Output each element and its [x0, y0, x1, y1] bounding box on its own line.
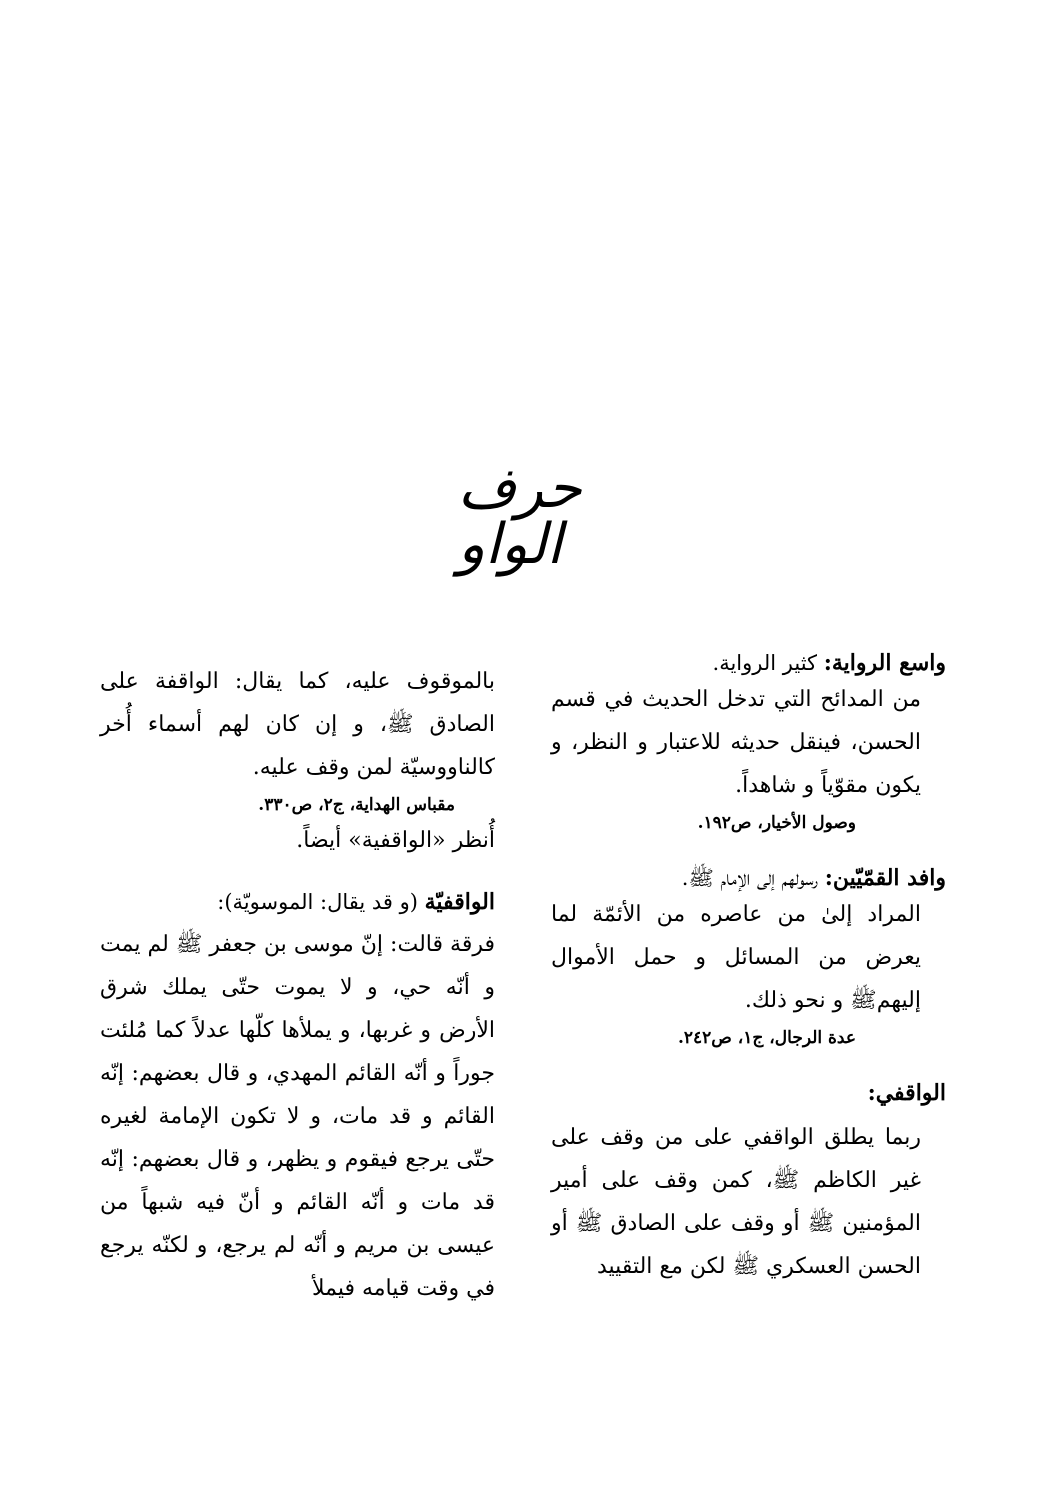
section-heading: حرف الواو: [458, 456, 582, 577]
entry-term: واسع الرواية:: [823, 650, 946, 676]
entry-al-waqifi: [551, 1078, 946, 1288]
see-also-note: أُنظر «الواقفية» أيضاً.: [296, 828, 495, 853]
entry-definition: كثير الرواية.: [712, 651, 824, 675]
continuation-text: بالموقوف عليه، كما يقال: الواقفة على الصادق ﷺ، و إن كان لهم أسماء أُخر كالناووسيّة لمن وقف عليه.: [100, 669, 495, 780]
entry-term: الواقفي:: [867, 1080, 946, 1106]
entry-header: [551, 1078, 946, 1108]
entry-header: [551, 648, 946, 678]
entry-body: من المدائح التي تدخل الحديث في قسم الحسن، فينقل حديثه للاعتبار و النظر، و يكون مقوّياً و شاهداً.: [551, 687, 921, 798]
entry-body: فرقة قالت: إنّ موسى بن جعفر ﷺ لم يمت و أنّه حي، و لا يموت حتّى يملك شرق الأرض و غربها، و يملأها كلّها عدلاً كما مُلئت جوراً و أنّه القائم المهدي، و قال بعضهم: إنّه القائم و قد مات، و لا تكون الإمامة لغيره حتّى يرجع فيقوم و يظهر، و قال بعضهم: إنّه قد مات و أنّه القائم و أنّ فيه شبهاً من عيسى بن مريم و أنّه لم يرجع، و لكنّه يرجع في وقت قيامه فيملأ: [100, 932, 495, 1301]
left-column: [100, 648, 495, 1310]
entry-header: [100, 887, 495, 917]
entry-definition: رسولهم إلى الإمام ﷺ.: [681, 866, 825, 890]
right-column: [551, 648, 946, 1312]
entry-term: وافد القمّيّين:: [824, 865, 946, 891]
entry-source: وصول الأخيار، ص١٩٢.: [697, 813, 856, 833]
entry-body: المراد إلىٰ من عاصره من الأئمّة لما يعرض من المسائل و حمل الأموال إليهمﷺ و نحو ذلك.: [551, 902, 921, 1013]
entry-wafid-al-qummiyyin: [551, 863, 946, 1054]
entry-body: ربما يطلق الواقفي على من وقف على غير الكاظم ﷺ، كمن وقف على أمير المؤمنين ﷺ أو وقف على الصادق ﷺ أو الحسن العسكري ﷺ لكن مع التقييد: [551, 1125, 921, 1279]
continuation-source: مقباس الهداية، ج٢، ص٣٣٠.: [258, 795, 455, 815]
entry-note: (و قد يقال: الموسويّة):: [217, 890, 425, 914]
entry-header: [551, 863, 946, 893]
entry-source: عدة الرجال، ج١، ص٢٤٢.: [677, 1028, 856, 1048]
entry-term: الواقفيّة: [424, 889, 495, 915]
entry-wasi-al-riwaya: [551, 648, 946, 839]
